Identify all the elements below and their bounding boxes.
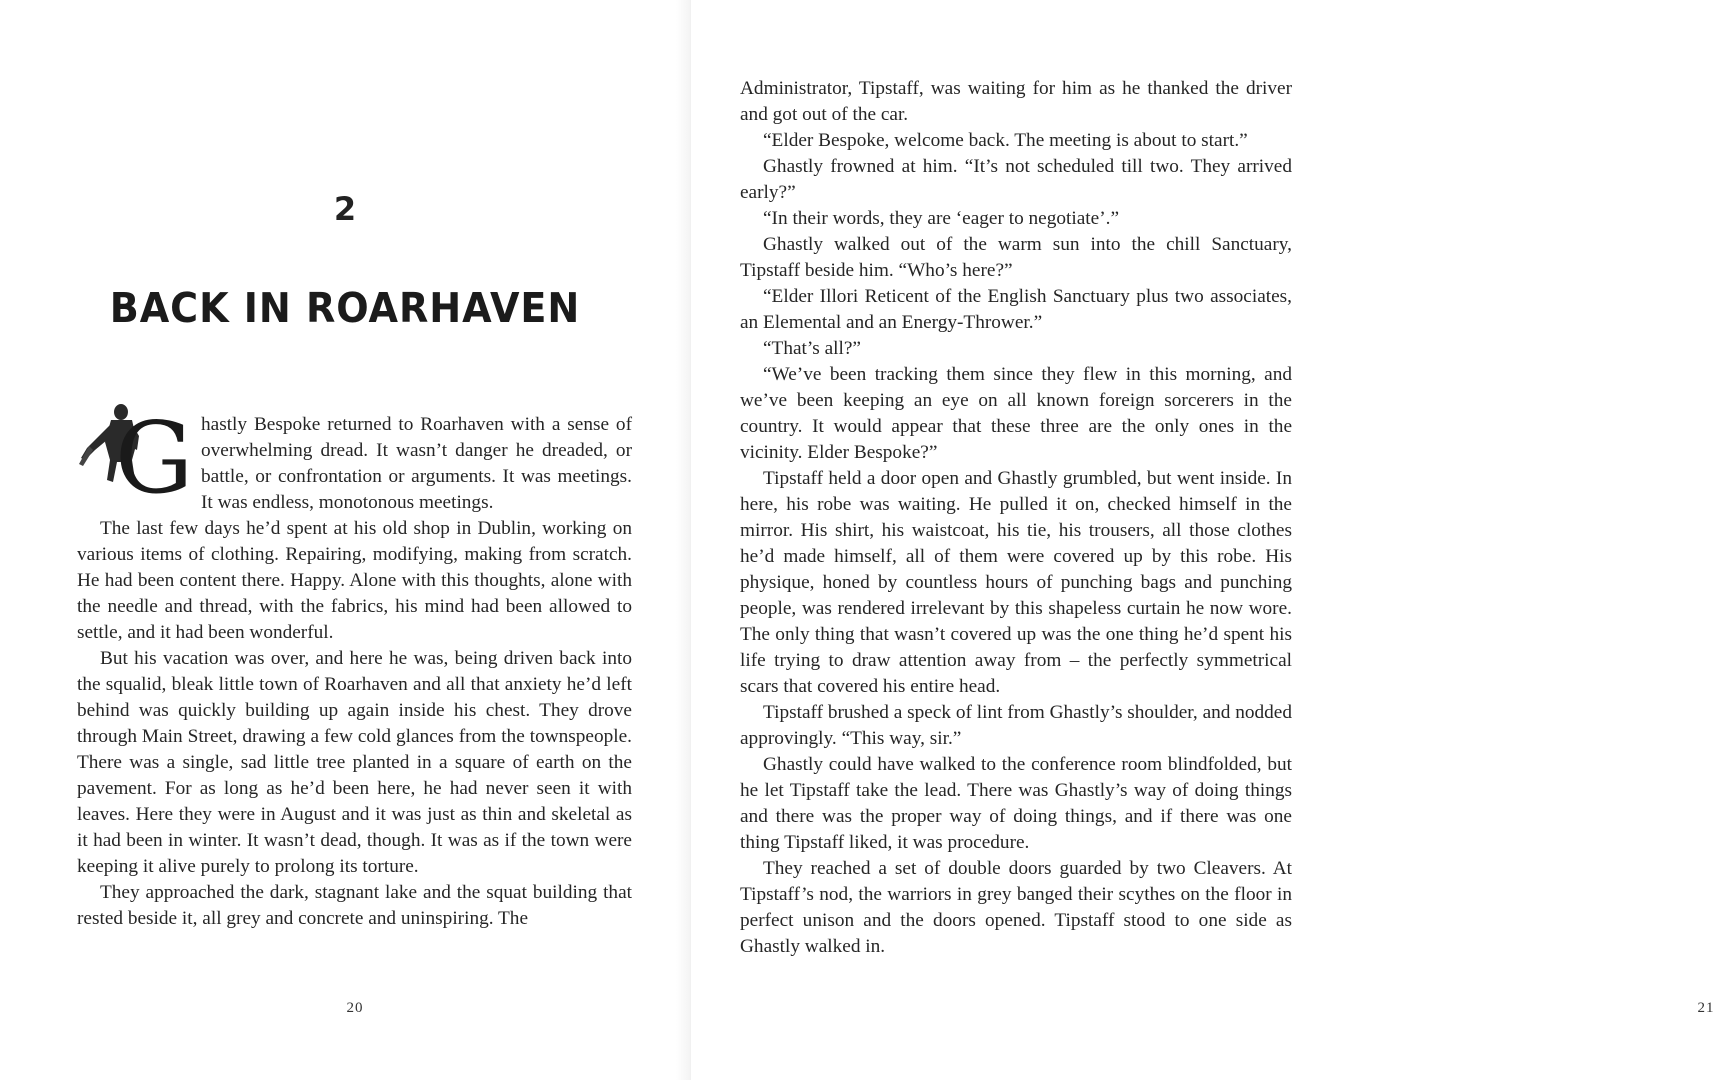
paragraph: Tipstaff brushed a speck of lint from Ghastly’s shoulder, and nodded approvingly. “This way, sir.” — [740, 702, 1292, 749]
right-body-text — [740, 76, 1292, 960]
paragraph: The last few days he’d spent at his old shop in Dublin, working on various items of clothing. Repairing, modifying, making from scratch. He had been content there. Happy. Alone with this thoughts, alone with the needle and thread, with the fabrics, his mind had been allowed to settle, and it had been wonderful. — [77, 518, 632, 643]
page-number-right: 21 — [1697, 1000, 1715, 1016]
chapter-number: 2 — [333, 190, 357, 228]
paragraph: They reached a set of double doors guarded by two Cleavers. At Tipstaff’s nod, the warriors in grey banged their scythes on the floor in perfect unison and the doors opened. Tipstaff stood to one side as Ghastly walked in. — [740, 858, 1292, 957]
paragraph: Ghastly walked out of the warm sun into the chill Sanctuary, Tipstaff beside him. “Who’s here?” — [740, 234, 1292, 281]
continuation-paragraph: Administrator, Tipstaff, was waiting for him as he thanked the driver and got out of the car. — [740, 78, 1292, 125]
opening-paragraph — [77, 402, 632, 516]
paragraph: “Elder Bespoke, welcome back. The meeting is about to start.” — [763, 130, 1248, 151]
paragraph: “We’ve been tracking them since they flew in this morning, and we’ve been keeping an eye on all known foreign sorcerers in the country. It would appear that these three are the only ones in the vicinity. Elder Bespoke?” — [740, 364, 1292, 463]
left-body-text — [77, 402, 632, 932]
drop-cap — [77, 402, 195, 516]
paragraph: But his vacation was over, and here he was, being driven back into the squalid, bleak little town of Roarhaven and all that anxiety he’d left behind was quickly building up again inside his chest. They drove through Main Street, drawing a few cold glances from the townspeople. There was a single, sad little tree planted in a square of earth on the pavement. For as long as he’d been here, he had never seen it with leaves. Here they were in August and it was just as thin and skeletal as it had been in winter. It wasn’t dead, though. It was as if the town were keeping it alive purely to prolong its torture. — [77, 648, 632, 877]
paragraph: “In their words, they are ‘eager to negotiate’.” — [763, 208, 1119, 229]
paragraph: “That’s all?” — [763, 338, 861, 359]
chapter-title: BACK IN ROARHAVEN — [109, 284, 581, 332]
paragraph: Ghastly frowned at him. “It’s not scheduled till two. They arrived early?” — [740, 156, 1292, 203]
paragraph: “Elder Illori Reticent of the English Sanctuary plus two associates, an Elemental and an Energy-Thrower.” — [740, 286, 1292, 333]
left-page — [0, 0, 690, 1080]
drop-cap-letter: G — [115, 402, 194, 516]
opening-text: hastly Bespoke returned to Roarhaven with a sense of overwhelming dread. It wasn’t danger he dreaded, or battle, or confrontation or arguments. It was meetings. It was endless, monotonous meetings. — [201, 414, 632, 513]
paragraph: They approached the dark, stagnant lake and the squat building that rested beside it, all grey and concrete and uninspiring. The — [77, 882, 632, 929]
paragraph: Ghastly could have walked to the conference room blindfolded, but he let Tipstaff take the lead. There was Ghastly’s way of doing things and there was the proper way of doing things, and if there was one thing Tipstaff liked, it was procedure. — [740, 754, 1292, 853]
paragraph: Tipstaff held a door open and Ghastly grumbled, but went inside. In here, his robe was waiting. He pulled it on, checked himself in the mirror. His shirt, his waistcoat, his tie, his trousers, all those clothes he’d made himself, all of them were covered up by this robe. His physique, honed by countless hours of punching bags and punching people, was rendered irrelevant by this shapeless curtain he now wore. The only thing that wasn’t covered up was the one thing he’d spent his life trying to draw attention away from – the perfectly symmetrical scars that covered his entire head. — [740, 468, 1292, 697]
page-number-left: 20 — [346, 1000, 364, 1016]
